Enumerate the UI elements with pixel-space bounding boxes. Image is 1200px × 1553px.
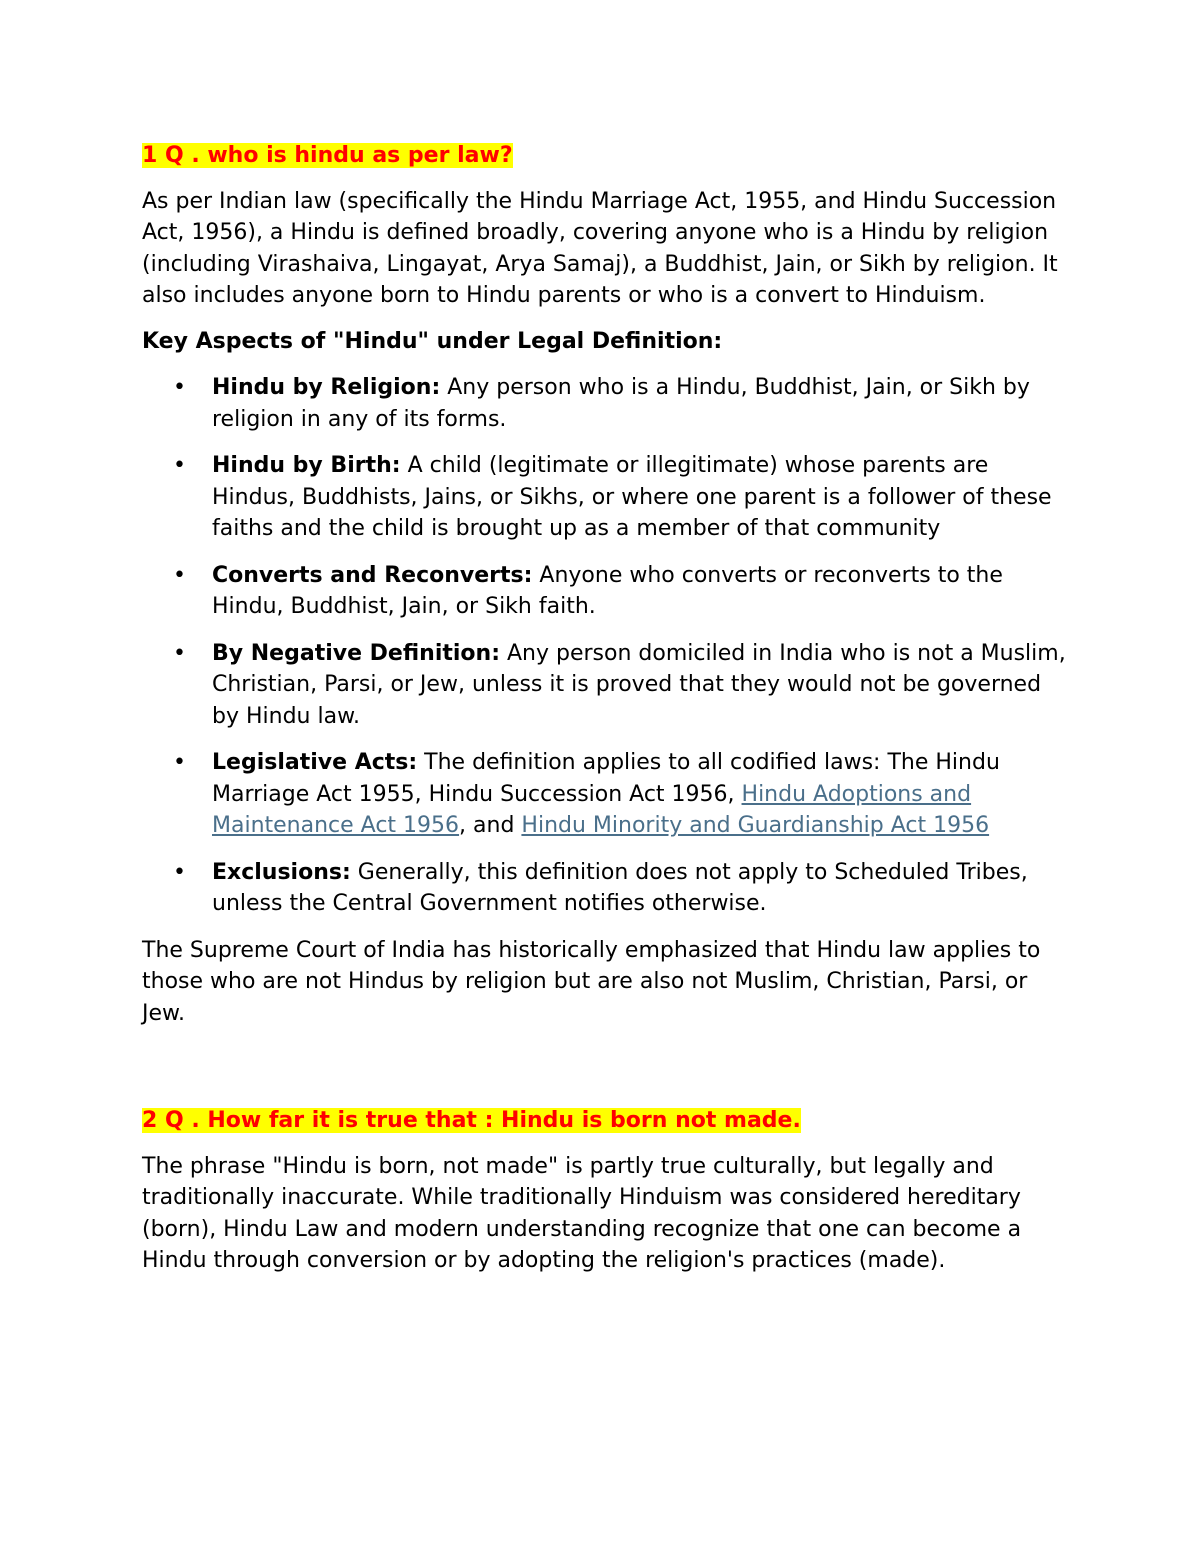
list-item	[142, 560, 1072, 623]
aspect-label: By Negative Definition:	[212, 640, 500, 666]
bullet-icon: •	[173, 859, 186, 885]
aspect-label: Exclusions:	[212, 859, 351, 885]
hindu-minority-act-link[interactable]: Hindu Minority and Guardianship Act 1956	[521, 813, 990, 838]
bullet-icon: •	[173, 750, 186, 775]
aspect-text: Any person who is a Hindu, Buddhist, Jain, or Sikh by religion in any of its forms.	[212, 375, 1030, 432]
key-aspects-subheading: Key Aspects of "Hindu" under Legal Definition:	[142, 328, 723, 354]
bullet-icon: •	[173, 640, 186, 666]
bullet-icon: •	[173, 453, 186, 478]
question-1-heading: 1 Q . who is hindu as per law?	[142, 143, 513, 168]
aspect-text-joiner: , and	[459, 813, 522, 838]
question-2-heading: 2 Q . How far it is true that : Hindu is born not made.	[142, 1108, 801, 1133]
document-page	[142, 140, 1072, 1291]
aspect-text: Anyone who converts or reconverts to the Hindu, Buddhist, Jain, or Sikh faith.	[212, 562, 1003, 619]
list-item	[142, 450, 1072, 545]
aspect-label: Converts and Reconverts:	[212, 562, 533, 588]
question-2-body: The phrase "Hindu is born, not made" is partly true culturally, but legally and traditionally inaccurate. While traditionally Hinduism was considered hereditary (born), Hindu Law and modern understanding recognize that one can become a Hindu through conversion or by adopting the religion's practices (made).	[142, 1153, 1022, 1273]
question-1-closing: The Supreme Court of India has historically emphasized that Hindu law applies to those who are not Hindus by religion but are also not Muslim, Christian, Parsi, or Jew.	[142, 937, 1041, 1026]
aspect-label: Hindu by Religion:	[212, 375, 441, 400]
list-item	[142, 638, 1072, 733]
aspect-text: Generally, this definition does not apply to Scheduled Tribes, unless the Central Government notifies otherwise.	[212, 859, 1028, 916]
aspect-text: The definition applies to all codified laws: The Hindu Marriage Act 1955, Hindu Succession Act 1956,	[212, 750, 1000, 807]
bullet-icon: •	[173, 375, 186, 400]
hindu-adoptions-act-link[interactable]: Hindu Adoptions and Maintenance Act 1956	[212, 781, 972, 838]
list-item	[142, 747, 1072, 842]
aspect-label: Hindu by Birth:	[212, 453, 401, 478]
aspect-text: A child (legitimate or illegitimate) whose parents are Hindus, Buddhists, Jains, or Sikhs, or where one parent is a follower of these faiths and the child is brought up as a member of that community	[212, 453, 1052, 541]
question-1-intro: As per Indian law (specifically the Hindu Marriage Act, 1955, and Hindu Succession Act, 1956), a Hindu is defined broadly, covering anyone who is a Hindu by religion (including Virashaiva, Lingayat, Arya Samaj), a Buddhist, Jain, or Sikh by religion. It also includes anyone born to Hindu parents or who is a convert to Hinduism.	[142, 188, 1058, 308]
key-aspects-list	[142, 372, 1072, 920]
bullet-icon: •	[173, 562, 186, 588]
section-spacer	[142, 1043, 1072, 1105]
list-item	[142, 857, 1072, 920]
list-item	[142, 372, 1072, 435]
aspect-label: Legislative Acts:	[212, 750, 418, 775]
aspect-text: Any person domiciled in India who is not a Muslim, Christian, Parsi, or Jew, unless it is proved that they would not be governed by Hindu law.	[212, 640, 1066, 729]
